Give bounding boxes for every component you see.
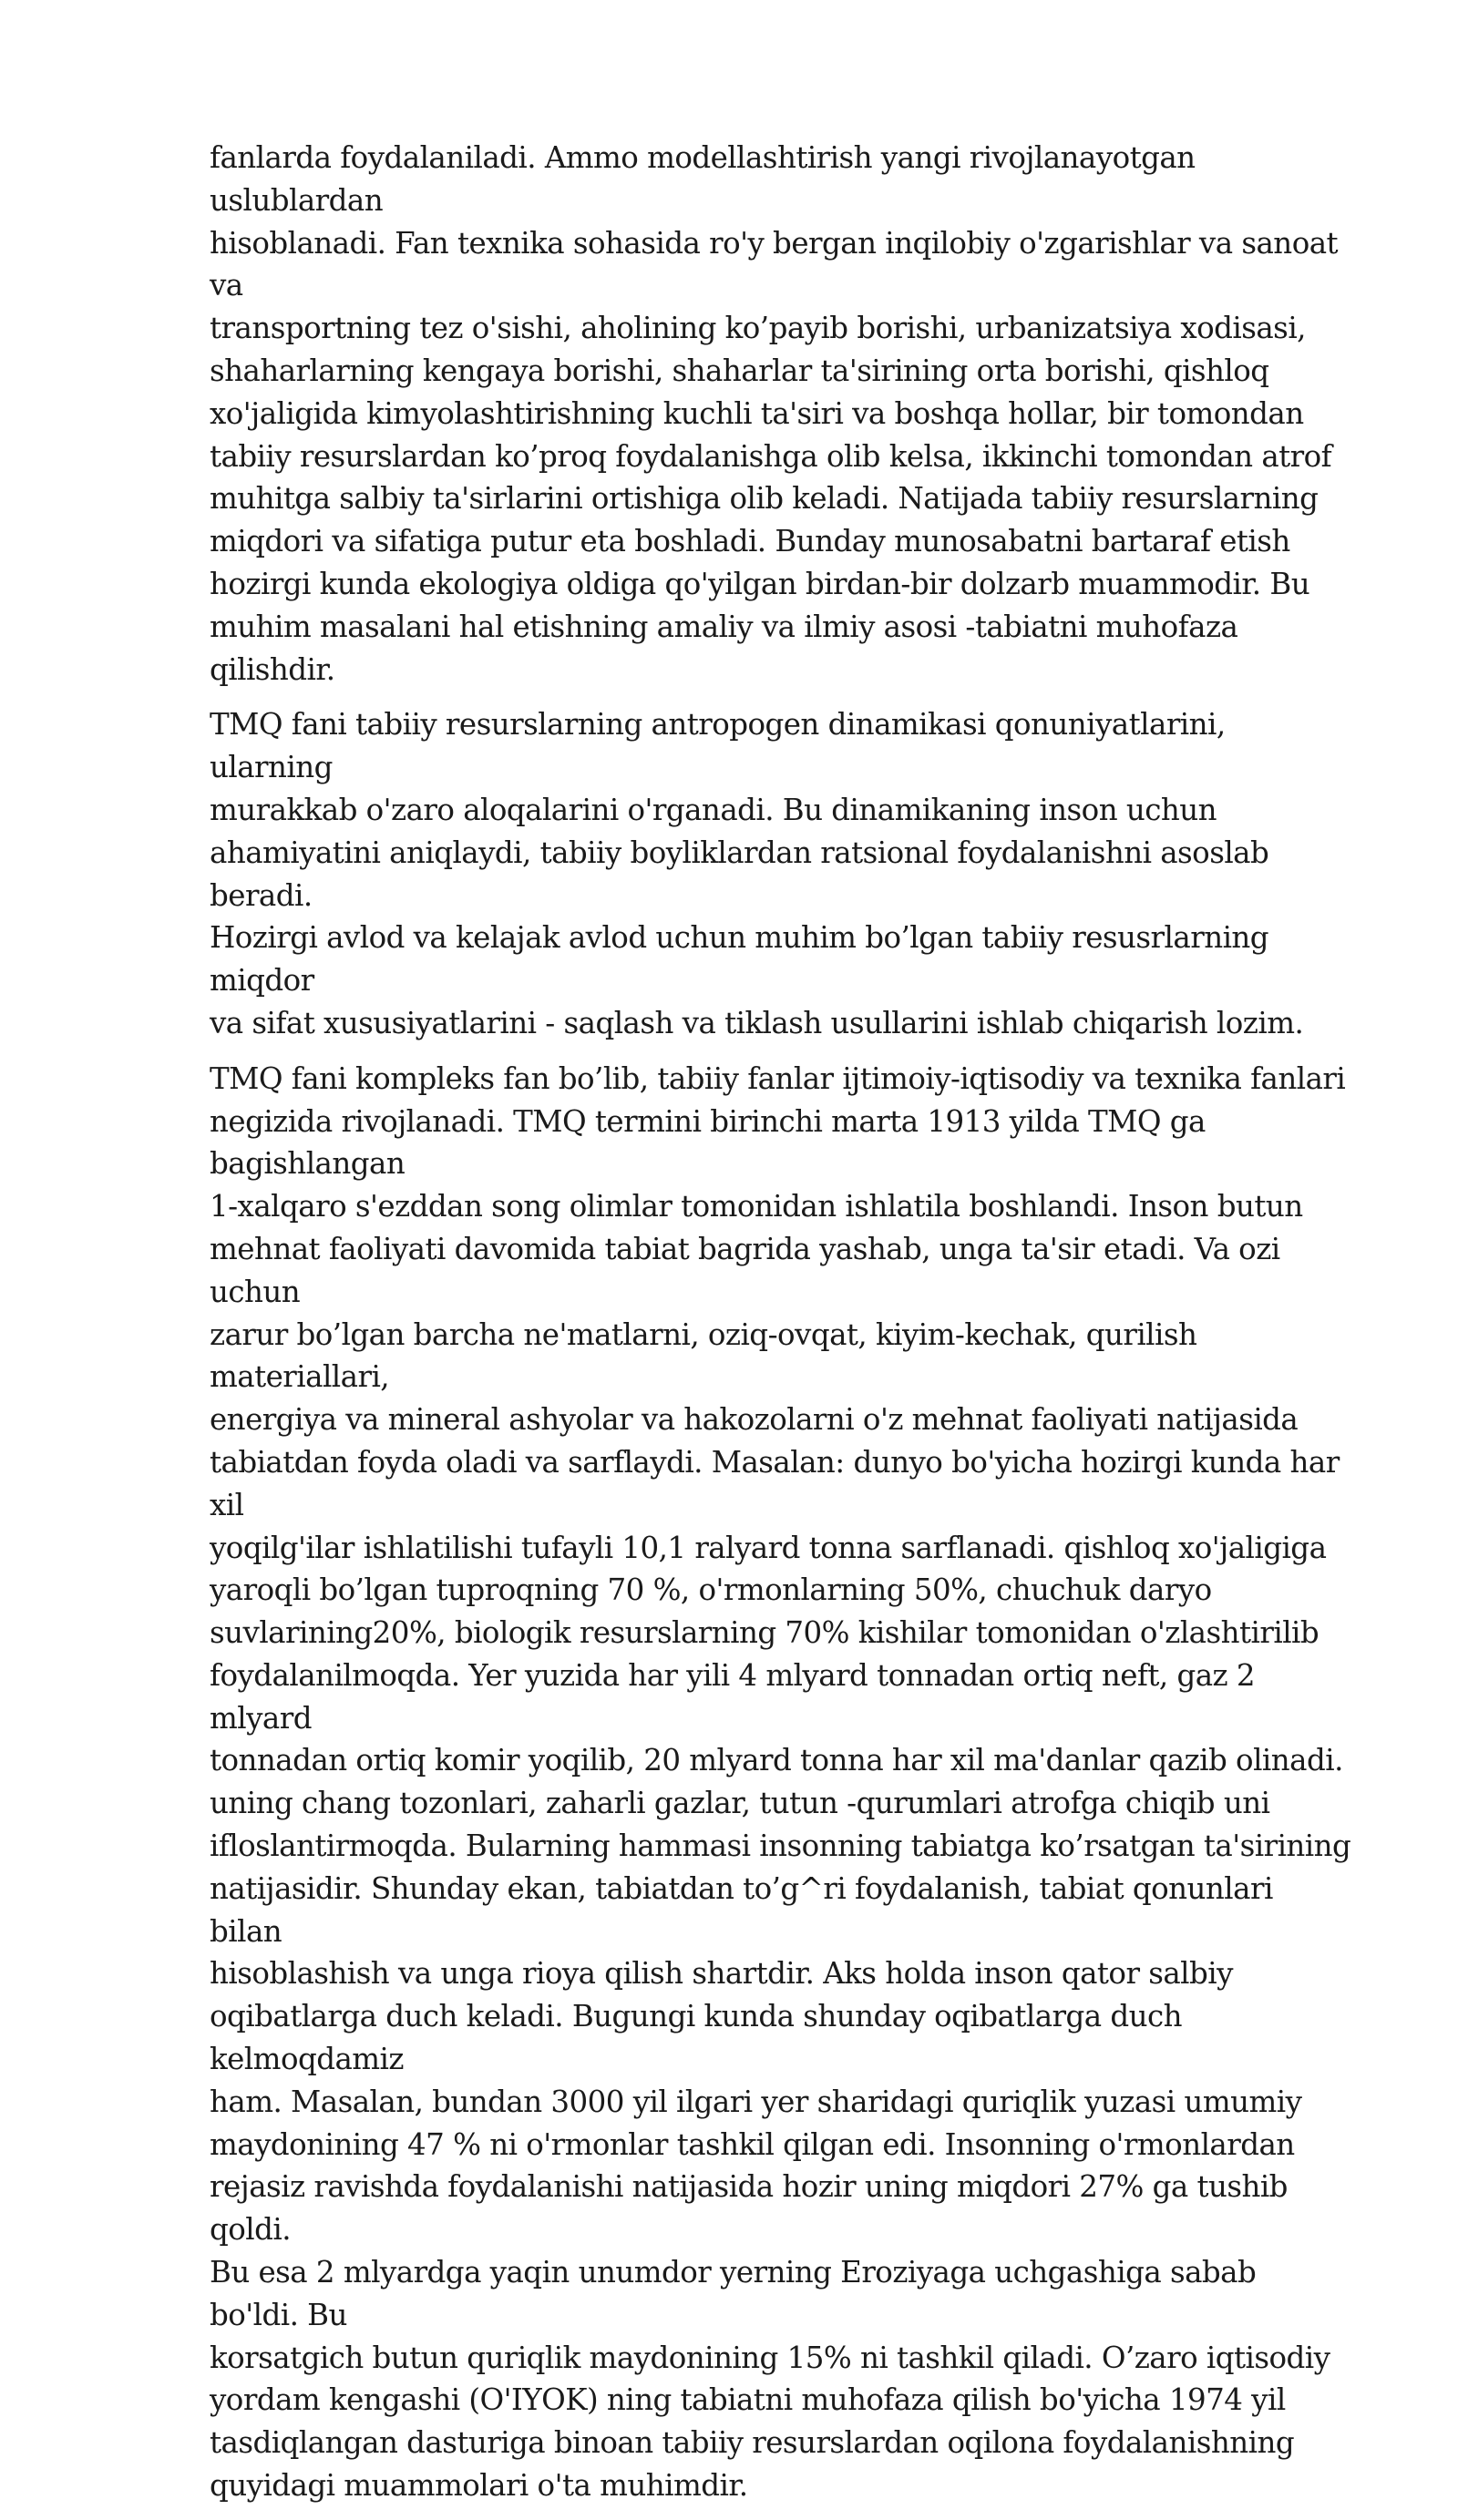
document-body xyxy=(210,137,1353,2520)
paragraph-2: TMQ fani tabiiy resurslarning antropogen dinamikasi qonuniyatlarini, ularning murakkab o'zaro aloqalarini o'rganadi. Bu dinamikaning inson uchun ahamiyatini aniqlaydi, tabiiy boyliklardan ratsional foydalanishni asoslab beradi. Hozirgi avlod va kelajak avlod uchun muhim bo’lgan tabiiy resusrlarning miqdor va sifat xususiyatlarini - saqlash va tiklash usullarini ishlab chiqarish lozim. xyxy=(210,707,1304,1040)
paragraph-1: fanlarda foydalaniladi. Ammo modellashtirish yangi rivojlanayotgan uslublardan hisoblanadi. Fan texnika sohasida ro'y bergan inqilobiy o'zgarishlar va sanoat va transportning tez o'sishi, aholining ko’payib borishi, urbanizatsiya xodisasi, shaharlarning kengaya borishi, shaharlar ta'sirining orta borishi, qishloq xo'jaligida kimyolashtirishning kuchli ta'siri va boshqa hollar, bir tomondan tabiiy resurslardan ko’proq foydalanishga olib kelsa, ikkinchi tomondan atrof muhitga salbiy ta'sirlarini ortishiga olib keladi. Natijada tabiiy resurslarning miqdori va sifatiga putur eta boshladi. Bunday munosabatni bartaraf etish hozirgi kunda ekologiya oldiga qo'yilgan birdan-bir dolzarb muammodir. Bu muhim masalani hal etishning amaliy va ilmiy asosi -tabiatni muhofaza qilishdir. xyxy=(210,140,1339,687)
paragraph-3: TMQ fani kompleks fan bo’lib, tabiiy fanlar ijtimoiy-iqtisodiy va texnika fanlari negizida rivojlanadi. TMQ termini birinchi marta 1913 yilda TMQ ga bagishlangan 1-xalqaro s'ezddan song olimlar tomonidan ishlatila boshlandi. Inson butun mehnat faoliyati davomida tabiat bagrida yashab, unga ta'sir etadi. Va ozi uchun zarur bo’lgan barcha ne'matlarni, oziq-ovqat, kiyim-kechak, qurilish materiallari, energiya va mineral ashyolar va hakozolarni o'z mehnat faoliyati natijasida tabiatdan foyda oladi va sarflaydi. Masalan: dunyo bo'yicha hozirgi kunda har xil yoqilg'ilar ishlatilishi tufayli 10,1 ralyard tonna sarflanadi. qishloq xo'jaligiga yaroqli bo’lgan tuproqning 70 %, o'rmonlarning 50%, chuchuk daryo suvlarining20%, biologik resurslarning 70% kishilar tomonidan o'zlashtirilib foydalanilmoqda. Yer yuzida har yili 4 mlyard tonnadan ortiq neft, gaz 2 mlyard tonnadan ortiq komir yoqilib, 20 mlyard tonna har xil ma'danlar qazib olinadi. uning chang tozonlari, zaharli gazlar, tutun -qurumlari atrofga chiqib uni ifloslantirmoqda. Bularning hammasi insonning tabiatga ko’rsatgan ta'sirining natijasidir. Shunday ekan, tabiatdan to’g^ri foydalanish, tabiat qonunlari bilan hisoblashish va unga rioya qilish shartdir. Aks holda inson qator salbiy oqibatlarga duch keladi. Bugungi kunda shunday oqibatlarga duch kelmoqdamiz ham. Masalan, bundan 3000 yil ilgari yer sharidagi quriqlik yuzasi umumiy maydonining 47 % ni o'rmonlar tashkil qilgan edi. Insonning o'rmonlardan rejasiz ravishda foydalanishi natijasida hozir uning miqdori 27% ga tushib qoldi. Bu esa 2 mlyardga yaqin unumdor yerning Eroziyaga uchgashiga sabab bo'ldi. Bu korsatgich butun quriqlik maydonining 15% ni tashkil qiladi. O’zaro iqtisodiy yordam kengashi (O'IYOK) ning tabiatni muhofaza qilish bo'yicha 1974 yil tasdiqlangan dasturiga binoan tabiiy resurslardan oqilona foydalanishning quyidagi muammolari o'ta muhimdir. xyxy=(210,1060,1351,2504)
